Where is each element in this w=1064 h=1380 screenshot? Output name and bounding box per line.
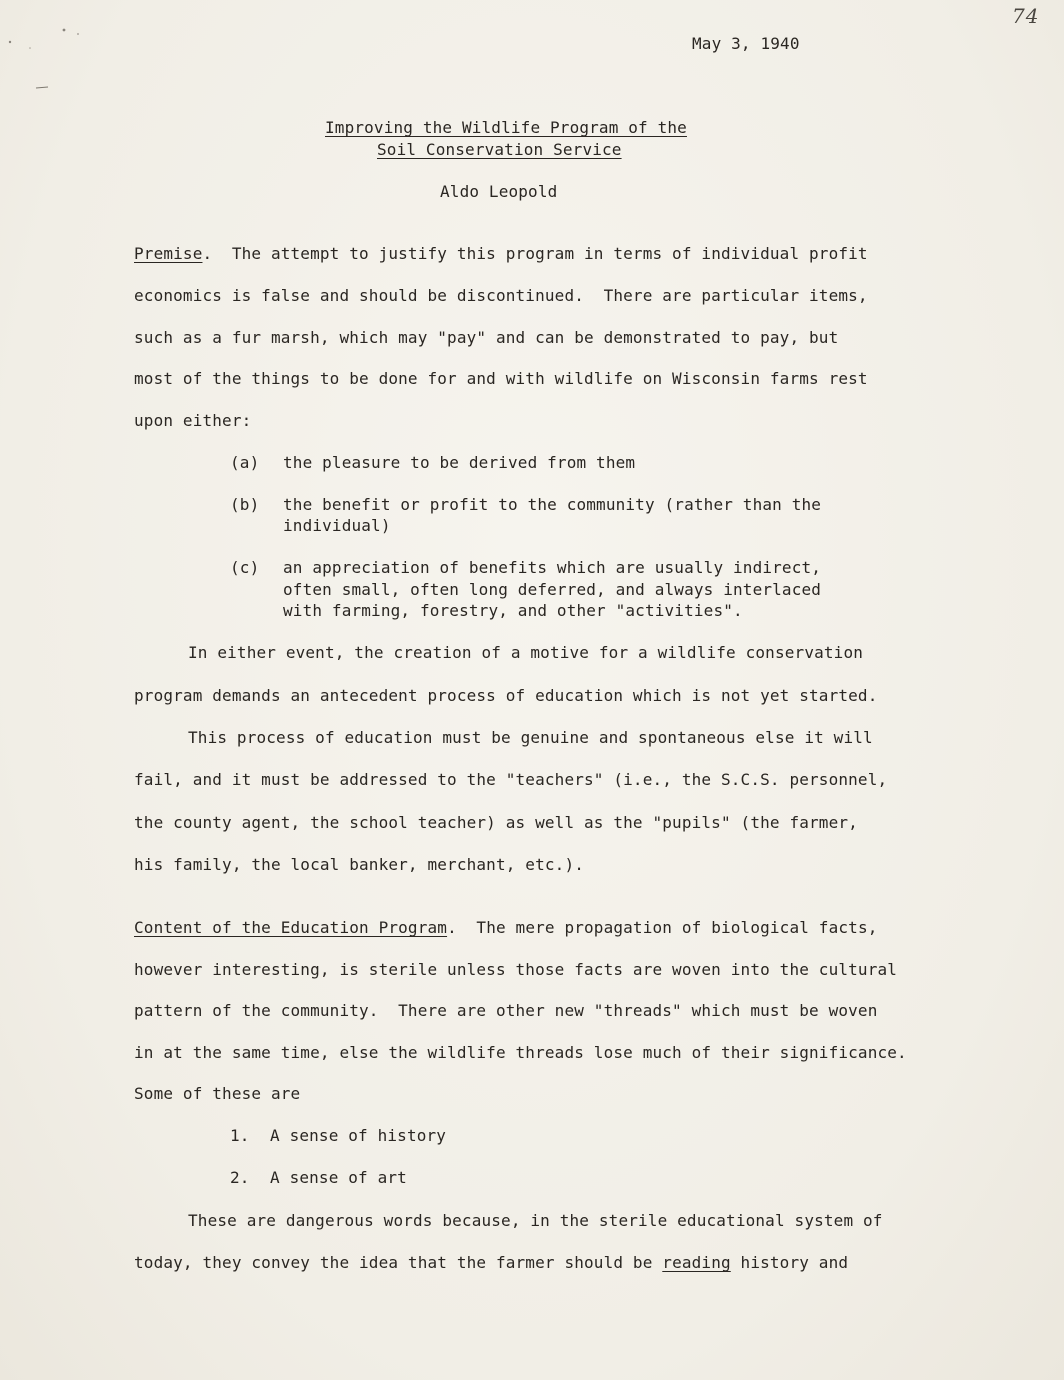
paper-specks: [0, 20, 110, 100]
item-c-text-1: an appreciation of benefits which are usually indirect,: [283, 558, 822, 577]
premise-line-4: most of the things to be done for and with wildlife on Wisconsin farms rest: [134, 369, 868, 388]
premise-line-5: upon either:: [134, 411, 252, 430]
item-a-label: (a): [230, 453, 260, 472]
process-line-2: fail, and it must be addressed to the "teachers" (i.e., the S.C.S. personnel,: [134, 770, 888, 789]
item-a-text: the pleasure to be derived from them: [283, 453, 636, 472]
content-line-5: Some of these are: [134, 1084, 301, 1103]
dangerous-line-1: These are dangerous words because, in the sterile educational system of: [188, 1211, 883, 1230]
premise-line-3: such as a fur marsh, which may "pay" and can be demonstrated to pay, but: [134, 328, 839, 347]
item-b-label: (b): [230, 495, 260, 514]
item-c-label: (c): [230, 558, 260, 577]
document-date: May 3, 1940: [692, 34, 800, 53]
process-line-1: This process of education must be genuine and spontaneous else it will: [188, 728, 873, 747]
either-line-1: In either event, the creation of a motive for a wildlife conservation: [188, 643, 864, 662]
content-heading: Content of the Education Program: [134, 918, 448, 937]
process-line-4: his family, the local banker, merchant, etc.).: [134, 855, 585, 874]
content-line-4: in at the same time, else the wildlife threads lose much of their significance.: [134, 1043, 907, 1062]
list-item-1-text: A sense of history: [270, 1126, 447, 1145]
item-c-text-2: often small, often long deferred, and always interlaced: [283, 580, 822, 599]
list-item-2-text: A sense of art: [270, 1168, 407, 1187]
title-line-2: Soil Conservation Service: [377, 140, 622, 159]
premise-line-1: Premise. The attempt to justify this program in terms of individual profit: [134, 244, 868, 263]
either-line-2: program demands an antecedent process of education which is not yet started.: [134, 686, 878, 705]
process-line-3: the county agent, the school teacher) as well as the "pupils" (the farmer,: [134, 813, 858, 832]
author: Aldo Leopold: [440, 182, 558, 201]
list-item-2-label: 2.: [230, 1168, 250, 1187]
item-b-text-1: the benefit or profit to the community (rather than the: [283, 495, 822, 514]
item-b-text-2: individual): [283, 516, 391, 535]
premise-line-2: economics is false and should be discontinued. There are particular items,: [134, 286, 868, 305]
title-line-1: Improving the Wildlife Program of the: [325, 118, 687, 137]
content-line-3: pattern of the community. There are other new "threads" which must be woven: [134, 1001, 878, 1020]
dangerous-line-2: today, they convey the idea that the farmer should be reading history and: [134, 1253, 849, 1272]
premise-heading: Premise: [134, 244, 203, 263]
content-line-1: Content of the Education Program. The mere propagation of biological facts,: [134, 918, 878, 937]
content-line-2: however interesting, is sterile unless those facts are woven into the cultural: [134, 960, 898, 979]
item-c-text-3: with farming, forestry, and other "activities".: [283, 601, 743, 620]
emphasis-reading: reading: [662, 1253, 731, 1272]
page-number: 74: [1012, 4, 1040, 28]
list-item-1-label: 1.: [230, 1126, 250, 1145]
